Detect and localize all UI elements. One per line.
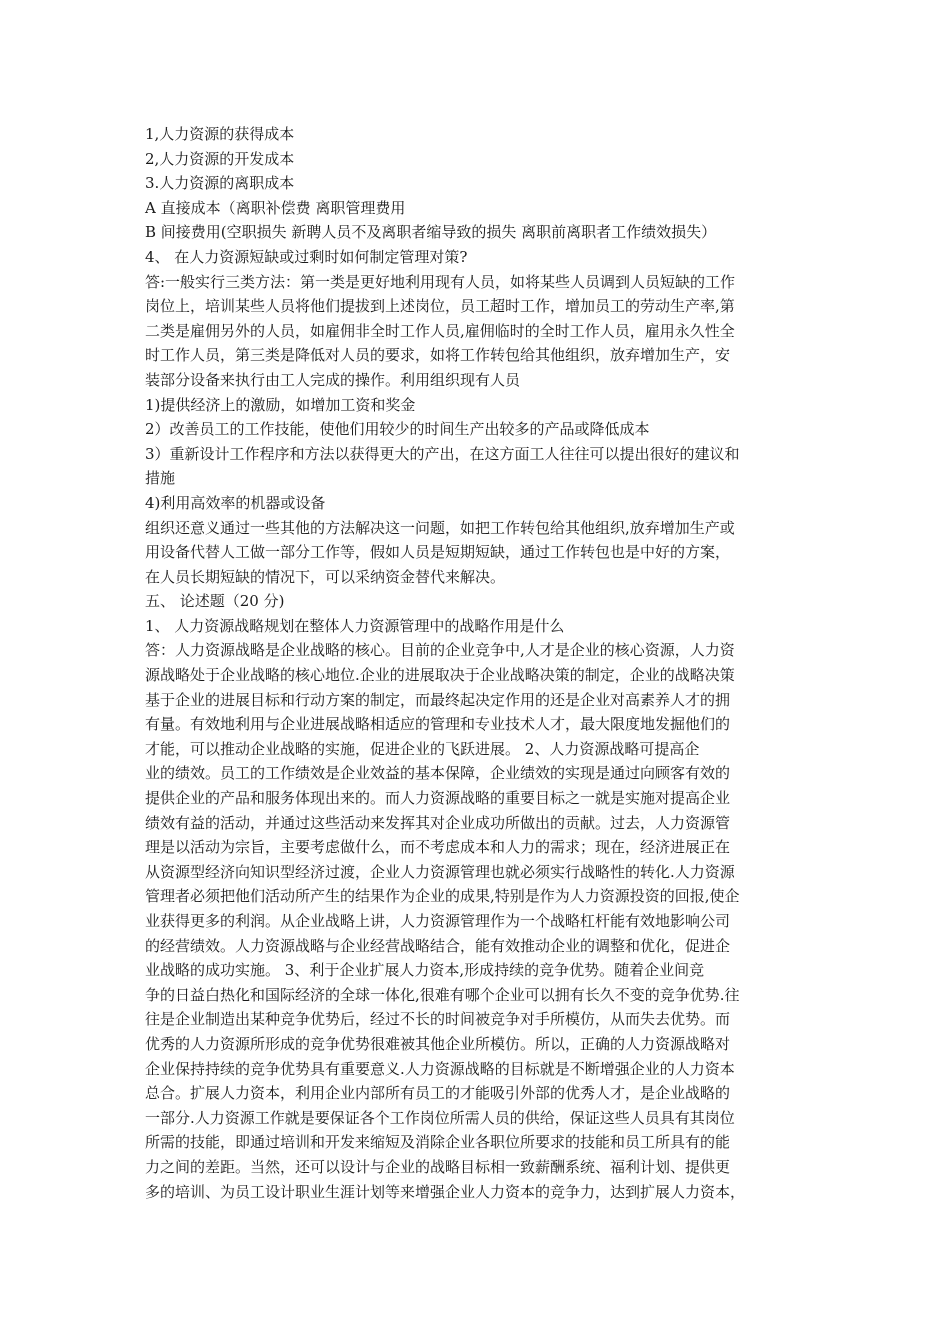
text-line: 多的培训、为员工设计职业生涯计划等来增强企业人力资本的竞争力，达到扩展人力资本， bbox=[145, 1182, 746, 1201]
text-line: 业的绩效。员工的工作绩效是企业效益的基本保障，企业绩效的实现是通过向顾客有效的 bbox=[145, 764, 731, 783]
text-line: A 直接成本（离职补偿费 离职管理费用 bbox=[145, 198, 406, 217]
document-page bbox=[145, 122, 820, 1204]
text-line: 1)提供经济上的激励，如增加工资和奖金 bbox=[145, 395, 416, 414]
text-line: 源战略处于企业战略的核心地位.企业的进展取决于企业战略决策的制定，企业的战略决策 bbox=[145, 666, 735, 685]
text-line: 二类是雇佣另外的人员，如雇佣非全时工作人员,雇佣临时的全时工作人员，雇用永久性全 bbox=[145, 321, 735, 340]
text-line: 4)利用高效率的机器或设备 bbox=[145, 493, 326, 512]
text-line: 管理者必须把他们活动所产生的结果作为企业的成果,特别是作为人力资源投资的回报,使企 bbox=[145, 887, 740, 906]
text-line: 在人员长期短缺的情况下，可以采纳资金替代来解决。 bbox=[145, 567, 506, 586]
text-line: 3）重新设计工作程序和方法以获得更大的产出，在这方面工人往往可以提出很好的建议和 bbox=[145, 444, 740, 463]
text-line: 基于企业的进展目标和行动方案的制定，而最终起决定作用的还是企业对高素养人才的拥 bbox=[145, 690, 731, 709]
text-line: 1,人力资源的获得成本 bbox=[145, 125, 295, 143]
document-body bbox=[145, 122, 820, 1204]
text-line: 答:一般实行三类方法：第一类是更好地利用现有人员，如将某些人员调到人员短缺的工作 bbox=[145, 272, 736, 291]
text-line: 的经营绩效。人力资源战略与企业经营战略结合，能有效推动企业的调整和优化，促进企 bbox=[145, 936, 731, 955]
text-line: 企业保持持续的竞争优势具有重要意义.人力资源战略的目标就是不断增强企业的人力资本 bbox=[145, 1059, 735, 1078]
text-line: 用设备代替人工做一部分工作等，假如人员是短期短缺，通过工作转包也是中好的方案， bbox=[145, 543, 731, 562]
text-line: 3.人力资源的离职成本 bbox=[145, 174, 295, 193]
text-line: 五、 论述题（20 分) bbox=[145, 592, 285, 611]
text-line: 装部分设备来执行由工人完成的操作。利用组织现有人员 bbox=[145, 370, 521, 389]
text-line: 2）改善员工的工作技能，使他们用较少的时间生产出较多的产品或降低成本 bbox=[145, 420, 650, 439]
text-line: 优秀的人力资源所形成的竞争优势很难被其他企业所模仿。所以，正确的人力资源战略对 bbox=[145, 1034, 731, 1053]
text-line: 一部分.人力资源工作就是要保证各个工作岗位所需人员的供给，保证这些人员具有其岗位 bbox=[145, 1108, 735, 1127]
text-line: 绩效有益的活动，并通过这些活动来发挥其对企业成功所做出的贡献。过去，人力资源管 bbox=[145, 813, 731, 832]
text-line: 业获得更多的利润。从企业战略上讲，人力资源管理作为一个战略杠杆能有效地影响公司 bbox=[145, 912, 731, 930]
text-line: 1、 人力资源战略规划在整体人力资源管理中的战略作用是什么 bbox=[145, 616, 565, 635]
text-line: 组织还意义通过一些其他的方法解决这一问题，如把工作转包给其他组织,放弃增加生产或 bbox=[145, 518, 735, 537]
text-line: 岗位上，培训某些人员将他们提拔到上述岗位，员工超时工作，增加员工的劳动生产率,第 bbox=[145, 297, 735, 316]
text-line: 措施 bbox=[145, 469, 176, 488]
text-line: 理是以活动为宗旨，主要考虑做什么，而不考虑成本和人力的需求；现在，经济进展正在 bbox=[145, 838, 731, 857]
text-line: 4、 在人力资源短缺或过剩时如何制定管理对策? bbox=[145, 247, 468, 266]
text-line: 时工作人员，第三类是降低对人员的要求，如将工作转包给其他组织，放弃增加生产，安 bbox=[145, 346, 731, 365]
text-line: 提供企业的产品和服务体现出来的。而人力资源战略的重要目标之一就是实施对提高企业 bbox=[145, 789, 731, 808]
text-line: 往是企业制造出某种竞争优势后，经过不长的时间被竞争对手所模仿，从而失去优势。而 bbox=[145, 1010, 731, 1029]
text-line: 所需的技能，即通过培训和开发来缩短及消除企业各职位所要求的技能和员工所具有的能 bbox=[145, 1133, 731, 1152]
text-line: 2,人力资源的开发成本 bbox=[145, 149, 295, 168]
text-line: 有量。有效地利用与企业进展战略相适应的管理和专业技术人才，最大限度地发掘他们的 bbox=[145, 715, 731, 734]
text-line: 业战略的成功实施。 3、利于企业扩展人力资本,形成持续的竞争优势。随着企业间竞 bbox=[145, 961, 705, 980]
text-line: 争的日益白热化和国际经济的全球一体化,很难有哪个企业可以拥有长久不变的竞争优势.往 bbox=[145, 985, 740, 1004]
text-line: 才能，可以推动企业战略的实施，促进企业的飞跃进展。 2、人力资源战略可提高企 bbox=[145, 739, 700, 758]
text-line: 答：人力资源战略是企业战略的核心。目前的企业竞争中,人才是企业的核心资源，人力资 bbox=[145, 641, 735, 660]
text-line: 从资源型经济向知识型经济过渡，企业人力资源管理也就必须实行战略性的转化.人力资源 bbox=[145, 862, 735, 881]
text-line: 总合。扩展人力资本，利用企业内部所有员工的才能吸引外部的优秀人才，是企业战略的 bbox=[145, 1084, 731, 1103]
text-line: 力之间的差距。当然，还可以设计与企业的战略目标相一致薪酬系统、福利计划、提供更 bbox=[145, 1157, 731, 1176]
text-line: B 间接费用(空职损失 新聘人员不及离职者缩导致的损失 离职前离职者工作绩效损失） bbox=[145, 223, 717, 242]
